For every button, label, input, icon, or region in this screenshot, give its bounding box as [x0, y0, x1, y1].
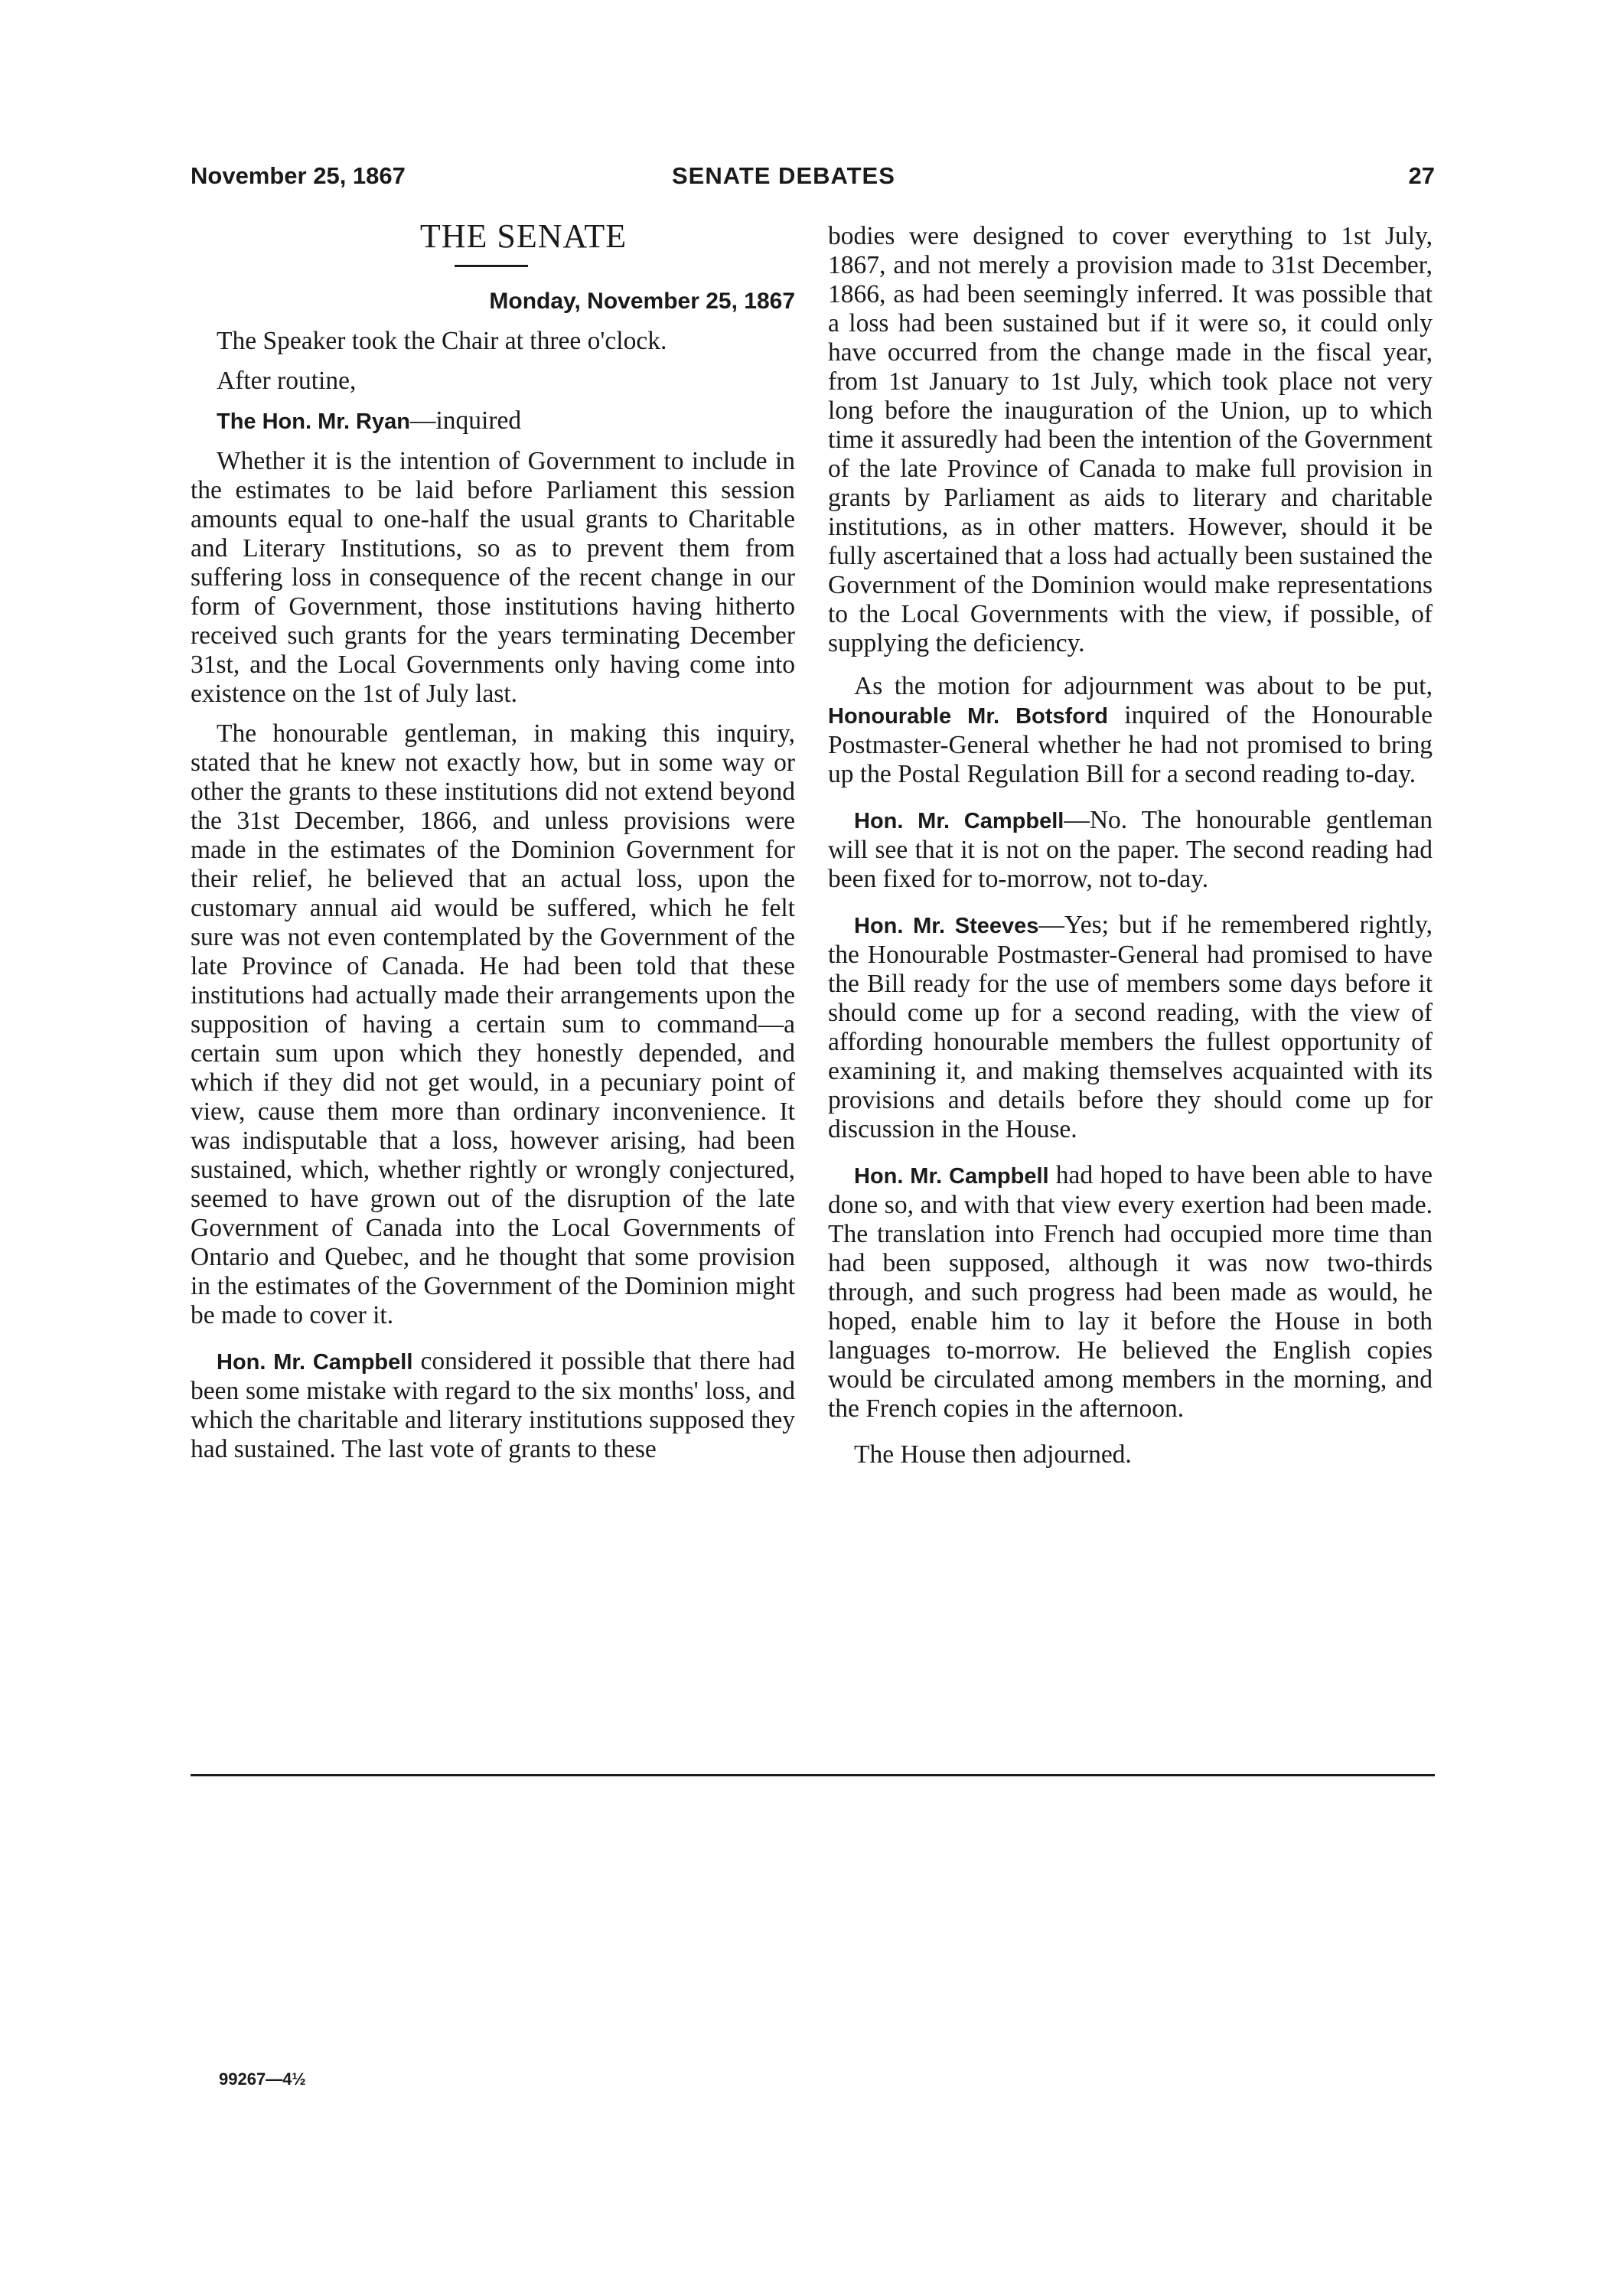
speaker-text: had hoped to have been able to have done so, and with that view every exertion had been made. The translation into French had occupied more time than had been supposed, although it was now two-thirds through, and such progress had been made as would, he hoped, enable him to lay it before the House in both languages to-morrow. He believed the English copies would be circulated among members in the morning, and the French copies in the afternoon.: [828, 1161, 1433, 1423]
title-rule: [455, 265, 528, 267]
paragraph: After routine,: [217, 367, 357, 395]
footer-print-code: 99267—4½: [219, 2069, 306, 2089]
speaker-text: —Yes; but if he remembered rightly, the Honourable Postmaster-General had promised to have the Bill ready for the use of members some days before it should come up for a second reading, with the view of affording honourable members the fullest opportunity of examining it, and making themselves acquainted with its provisions and details before they should come up for discussion in the House.: [828, 911, 1433, 1143]
speaker-text: —inquired: [409, 406, 522, 435]
sitting-dateline: Monday, November 25, 1867: [489, 289, 795, 314]
speaker-name: Hon. Mr. Campbell: [854, 1164, 1049, 1189]
header-journal-title: SENATE DEBATES: [672, 162, 895, 189]
speaker-paragraph: [828, 911, 1433, 1144]
speaker-name: Hon. Mr. Steeves: [854, 914, 1039, 938]
speaker-text: considered it possible that there had been some mistake with regard to the six months' loss, and which the charitable and literary institutions supposed they had sustained. The last vote of grants to these: [191, 1347, 795, 1463]
speaker-paragraph: [828, 672, 1433, 789]
paragraph: The honourable gentleman, in making this inquiry, stated that he knew not exactly how, but in some way or other the grants to these institutions did not extend beyond the 31st December, 1866, and unless provisions were made in the estimates of the Dominion Government for their relief, he believed that an actual loss, upon the customary annual aid would be suffered, which he felt sure was not even contemplated by the Government of the late Province of Canada. He had been told that these institutions had actually made their arrangements upon the supposition of having a certain sum to command—a certain sum upon which they honestly depended, and which if they did not get would, in a pecuniary point of view, cause them more than ordinary inconvenience. It was indisputable that a loss, however arising, had been sustained, which, whether rightly or wrongly conjectured, seemed to have grown out of the disruption of the late Government of Canada into the Local Governments of Ontario and Quebec, and he thought that some provision in the estimates of the Government of the Dominion might be made to cover it.: [191, 719, 795, 1329]
paragraph-text: As the motion for adjournment was about to be put,: [854, 672, 1433, 700]
speaker-name: Hon. Mr. Campbell: [217, 1350, 413, 1375]
speaker-name: Honourable Mr. Botsford: [828, 704, 1108, 729]
page-bottom-rule: [191, 1774, 1435, 1776]
paragraph: bodies were designed to cover everything to 1st July, 1867, and not merely a provision made to 31st December, 1866, as had been seemingly inferred. It was possible that a loss had been sustained but if it were so, it could only have occurred from the change made in the fiscal year, from 1st January to 1st July, which took place not very long before the inauguration of the Union, up to which time it assuredly had been the intention of the Government of the late Province of Canada to make full provision in grants by Parliament as aids to literary and charitable institutions, as in other matters. However, should it be fully ascertained that a loss had actually been sustained the Government of the Dominion would make representations to the Local Governments with the view, if possible, of supplying the deficiency.: [828, 222, 1433, 657]
header-date: November 25, 1867: [191, 162, 406, 189]
speaker-name: The Hon. Mr. Ryan: [217, 409, 410, 434]
speaker-line: [191, 406, 795, 436]
left-column: [191, 217, 795, 1475]
paragraph: Whether it is the intention of Government to include in the estimates to be laid before Parliament this session amounts equal to one-half the usual grants to Charitable and Literary Institutions, so as to prevent them from suffering loss in consequence of the recent change in our form of Government, those institutions having hitherto received such grants for the years terminating December 31st, and the Local Governments only having come into existence on the 1st of July last.: [191, 447, 795, 708]
paragraph: The Speaker took the Chair at three o'clock.: [217, 327, 667, 355]
section-title: THE SENATE: [419, 217, 627, 255]
paragraph: The House then adjourned.: [854, 1440, 1132, 1469]
speaker-text: —No. The honourable gentleman will see that it is not on the paper. The second reading had been fixed for to-morrow, not to-day.: [828, 806, 1433, 893]
page-header: [191, 162, 1435, 201]
header-page-number: 27: [1408, 162, 1435, 189]
paragraph-text: inquired of the Honourable Postmaster-General whether he had not promised to bring up the Postal Regulation Bill for a second reading to-day.: [828, 701, 1433, 788]
speaker-paragraph: [828, 1161, 1433, 1424]
right-column: [828, 222, 1433, 1480]
speaker-paragraph: [828, 806, 1433, 894]
speaker-name: Hon. Mr. Campbell: [854, 809, 1064, 833]
speaker-paragraph: [191, 1347, 795, 1464]
